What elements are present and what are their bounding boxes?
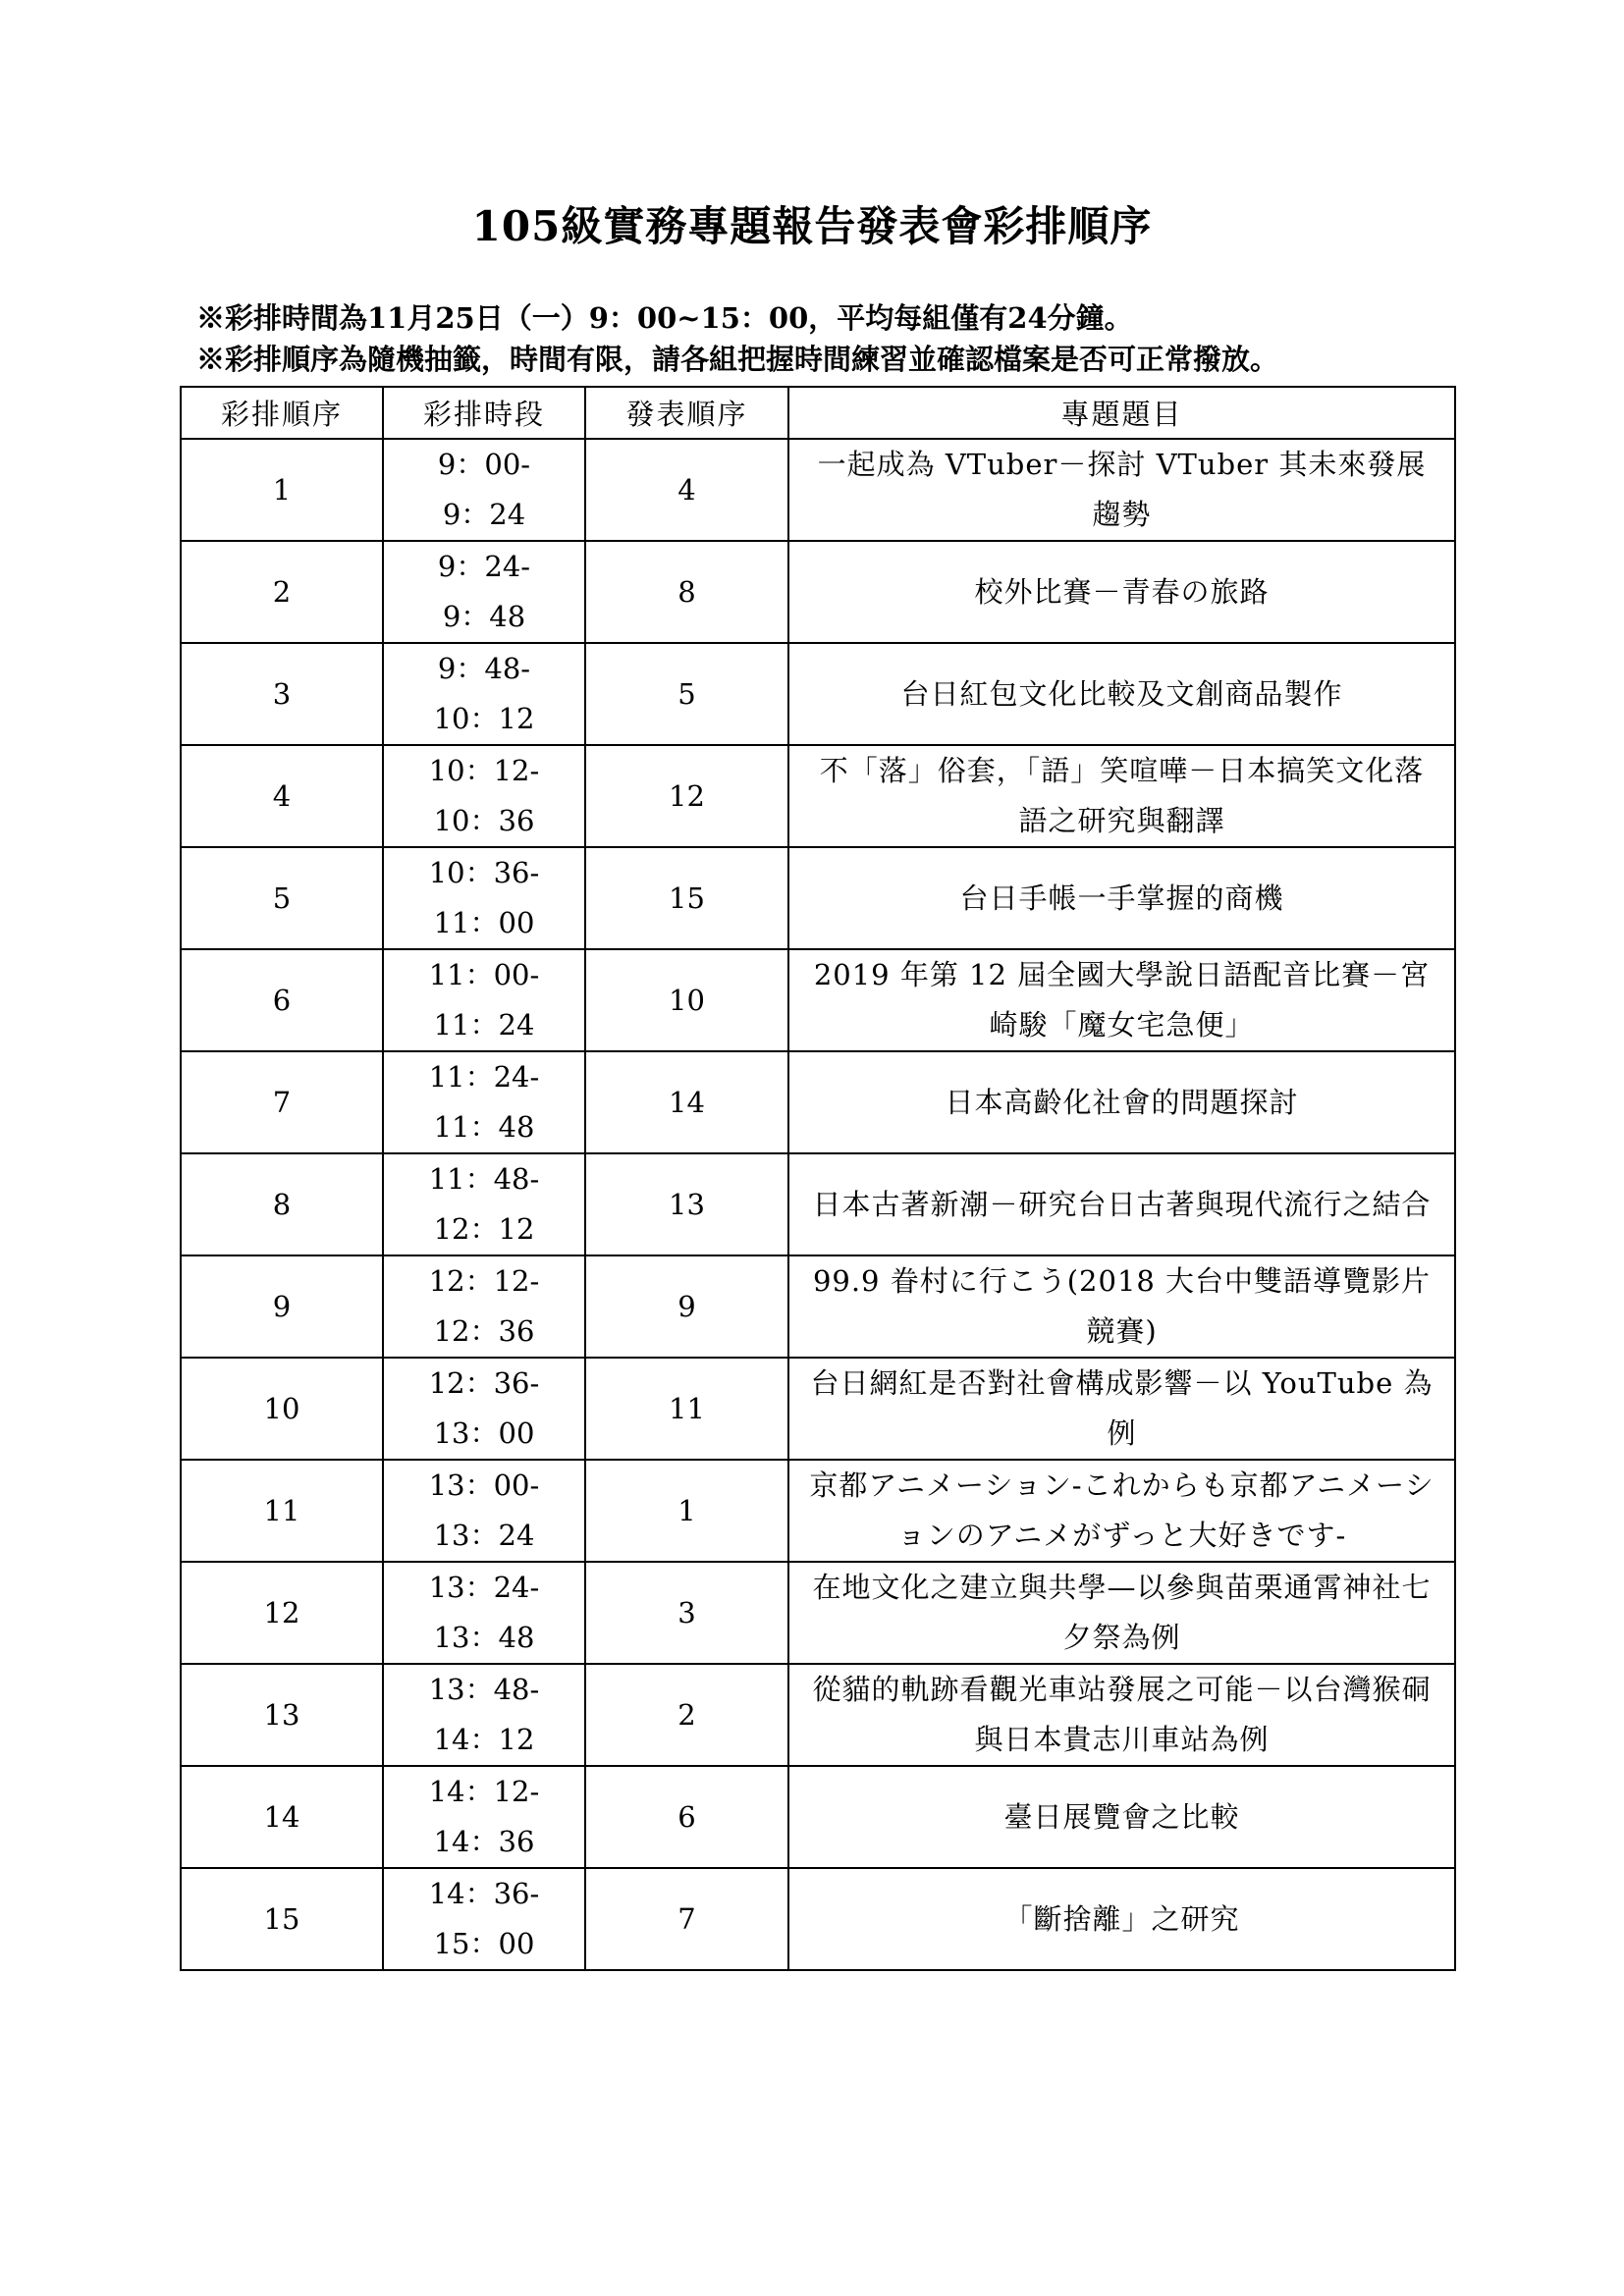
table-row xyxy=(181,439,1455,541)
cell-topic: 2019 年第 12 屆全國大學說日語配音比賽－宮崎駿「魔女宅急便」 xyxy=(788,949,1455,1051)
cell-rehearsal-slot xyxy=(383,745,585,847)
cell-rehearsal-order: 5 xyxy=(181,847,383,949)
slot-start: 9：48- xyxy=(437,652,531,685)
slot-end: 11：48 xyxy=(433,1110,535,1144)
cell-rehearsal-order: 9 xyxy=(181,1255,383,1358)
slot-start: 12：36- xyxy=(428,1366,540,1400)
slot-end: 9：24 xyxy=(442,498,526,531)
cell-topic: 校外比賽－青春の旅路 xyxy=(788,541,1455,643)
cell-topic: 不「落」俗套，「語」笑喧嘩－日本搞笑文化落語之研究與翻譯 xyxy=(788,745,1455,847)
table-row xyxy=(181,745,1455,847)
cell-rehearsal-slot xyxy=(383,541,585,643)
table-row xyxy=(181,1664,1455,1766)
slot-end: 11：00 xyxy=(433,906,535,939)
slot-end: 13：48 xyxy=(433,1621,535,1654)
slot-end: 10：36 xyxy=(433,804,535,837)
cell-rehearsal-order: 13 xyxy=(181,1664,383,1766)
note-rehearsal-order: ※彩排順序為隨機抽籤，時間有限，請各組把握時間練習並確認檔案是否可正常撥放。 xyxy=(196,343,1279,376)
slot-end: 14：12 xyxy=(433,1723,535,1756)
cell-topic: 日本古著新潮－研究台日古著與現代流行之結合 xyxy=(788,1153,1455,1255)
table-row xyxy=(181,949,1455,1051)
cell-topic: 台日手帳一手掌握的商機 xyxy=(788,847,1455,949)
slot-start: 13：00- xyxy=(428,1468,540,1502)
cell-topic: 台日網紅是否對社會構成影響－以 YouTube 為例 xyxy=(788,1358,1455,1460)
slot-start: 11：48- xyxy=(428,1162,540,1196)
table-row xyxy=(181,643,1455,745)
slot-start: 13：48- xyxy=(428,1673,540,1706)
cell-rehearsal-order: 8 xyxy=(181,1153,383,1255)
cell-topic: 日本高齡化社會的問題探討 xyxy=(788,1051,1455,1153)
cell-topic: 從貓的軌跡看觀光車站發展之可能－以台灣猴硐與日本貴志川車站為例 xyxy=(788,1664,1455,1766)
page-title: 105級實務專題報告發表會彩排順序 xyxy=(471,202,1153,250)
cell-presentation-order: 2 xyxy=(585,1664,788,1766)
rehearsal-schedule-table xyxy=(180,386,1456,1971)
cell-rehearsal-slot xyxy=(383,1868,585,1970)
table-header-row xyxy=(181,387,1455,439)
slot-end: 12：36 xyxy=(433,1314,535,1348)
table-row xyxy=(181,541,1455,643)
cell-rehearsal-order: 11 xyxy=(181,1460,383,1562)
header-rehearsal-slot: 彩排時段 xyxy=(383,387,585,439)
slot-end: 11：24 xyxy=(433,1008,535,1041)
cell-rehearsal-slot xyxy=(383,1255,585,1358)
cell-rehearsal-slot xyxy=(383,847,585,949)
cell-topic: 99.9 眷村に行こう(2018 大台中雙語導覽影片競賽) xyxy=(788,1255,1455,1358)
table-row xyxy=(181,1153,1455,1255)
cell-presentation-order: 8 xyxy=(585,541,788,643)
slot-end: 9：48 xyxy=(442,600,526,633)
cell-rehearsal-order: 12 xyxy=(181,1562,383,1664)
cell-rehearsal-order: 4 xyxy=(181,745,383,847)
cell-topic: 臺日展覽會之比較 xyxy=(788,1766,1455,1868)
cell-rehearsal-order: 10 xyxy=(181,1358,383,1460)
table-row xyxy=(181,1051,1455,1153)
table-row xyxy=(181,1358,1455,1460)
table-row xyxy=(181,1766,1455,1868)
cell-rehearsal-slot xyxy=(383,949,585,1051)
slot-end: 12：12 xyxy=(433,1212,535,1246)
cell-rehearsal-slot xyxy=(383,1766,585,1868)
cell-rehearsal-slot xyxy=(383,643,585,745)
notes xyxy=(196,297,1278,380)
header-topic: 專題題目 xyxy=(788,387,1455,439)
cell-presentation-order: 11 xyxy=(585,1358,788,1460)
cell-presentation-order: 5 xyxy=(585,643,788,745)
cell-rehearsal-slot xyxy=(383,1562,585,1664)
slot-start: 11：00- xyxy=(428,958,540,991)
slot-end: 15：00 xyxy=(433,1927,535,1960)
slot-end: 13：24 xyxy=(433,1519,535,1552)
cell-rehearsal-order: 6 xyxy=(181,949,383,1051)
table-row xyxy=(181,1255,1455,1358)
cell-rehearsal-order: 15 xyxy=(181,1868,383,1970)
slot-start: 11：24- xyxy=(428,1060,540,1094)
slot-start: 9：00- xyxy=(437,448,531,481)
slot-start: 12：12- xyxy=(428,1264,540,1298)
cell-presentation-order: 10 xyxy=(585,949,788,1051)
table-row xyxy=(181,847,1455,949)
cell-presentation-order: 12 xyxy=(585,745,788,847)
slot-end: 13：00 xyxy=(433,1416,535,1450)
cell-rehearsal-slot xyxy=(383,1664,585,1766)
cell-presentation-order: 13 xyxy=(585,1153,788,1255)
cell-rehearsal-slot xyxy=(383,1460,585,1562)
cell-topic: 京都アニメーション-これからも京都アニメーションのアニメがずっと大好きです- xyxy=(788,1460,1455,1562)
cell-rehearsal-slot xyxy=(383,1051,585,1153)
header-presentation-order: 發表順序 xyxy=(585,387,788,439)
cell-presentation-order: 14 xyxy=(585,1051,788,1153)
slot-start: 14：12- xyxy=(428,1775,540,1808)
slot-end: 10：12 xyxy=(433,702,535,735)
cell-presentation-order: 3 xyxy=(585,1562,788,1664)
header-rehearsal-order: 彩排順序 xyxy=(181,387,383,439)
table-row xyxy=(181,1868,1455,1970)
cell-presentation-order: 15 xyxy=(585,847,788,949)
cell-rehearsal-order: 7 xyxy=(181,1051,383,1153)
cell-topic: 在地文化之建立與共學—以參與苗栗通霄神社七夕祭為例 xyxy=(788,1562,1455,1664)
cell-topic: 一起成為 VTuber－探討 VTuber 其未來發展趨勢 xyxy=(788,439,1455,541)
cell-presentation-order: 9 xyxy=(585,1255,788,1358)
slot-end: 14：36 xyxy=(433,1825,535,1858)
slot-start: 14：36- xyxy=(428,1877,540,1910)
cell-presentation-order: 1 xyxy=(585,1460,788,1562)
cell-presentation-order: 6 xyxy=(585,1766,788,1868)
cell-rehearsal-slot xyxy=(383,1358,585,1460)
cell-presentation-order: 4 xyxy=(585,439,788,541)
cell-rehearsal-order: 3 xyxy=(181,643,383,745)
cell-rehearsal-slot xyxy=(383,1153,585,1255)
table-row xyxy=(181,1460,1455,1562)
slot-start: 9：24- xyxy=(437,550,531,583)
cell-topic: 「斷捨離」之研究 xyxy=(788,1868,1455,1970)
cell-topic: 台日紅包文化比較及文創商品製作 xyxy=(788,643,1455,745)
cell-rehearsal-order: 1 xyxy=(181,439,383,541)
cell-rehearsal-slot xyxy=(383,439,585,541)
slot-start: 13：24- xyxy=(428,1571,540,1604)
table-row xyxy=(181,1562,1455,1664)
cell-rehearsal-order: 14 xyxy=(181,1766,383,1868)
cell-rehearsal-order: 2 xyxy=(181,541,383,643)
cell-presentation-order: 7 xyxy=(585,1868,788,1970)
slot-start: 10：36- xyxy=(428,856,540,889)
note-rehearsal-time: ※彩排時間為11月25日（一）9：00~15：00，平均每組僅有24分鐘。 xyxy=(196,301,1133,335)
table-body xyxy=(181,439,1455,1970)
slot-start: 10：12- xyxy=(428,754,540,787)
